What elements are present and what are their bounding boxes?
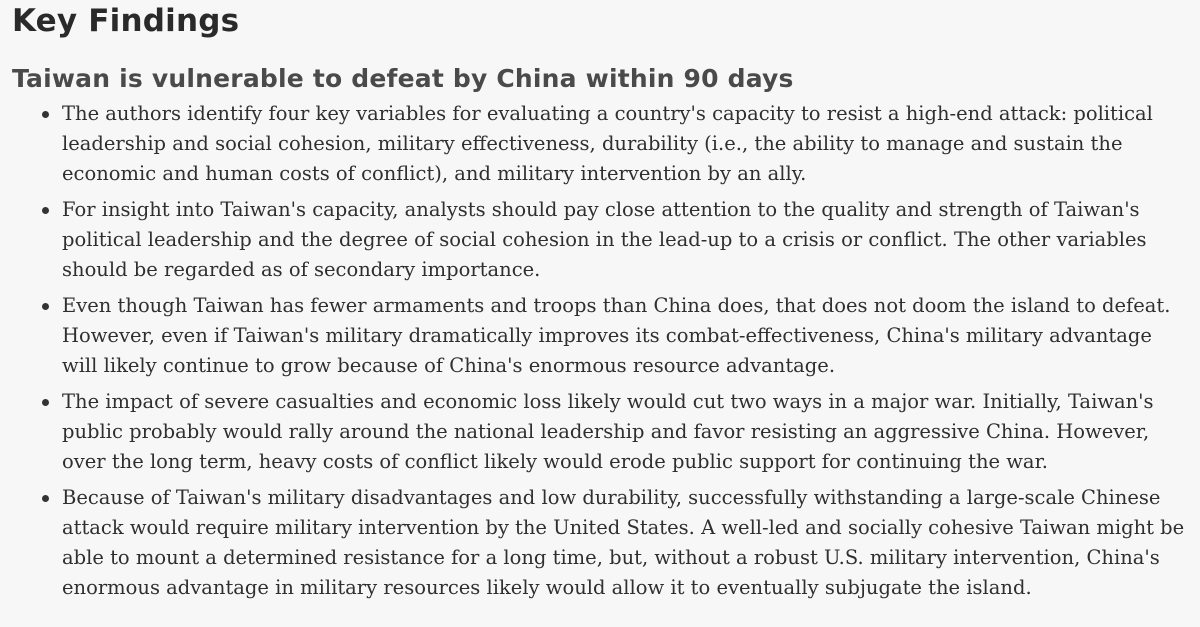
finding-text: The impact of severe casualties and economic loss likely would cut two ways in a major war. Initially, Taiwan's public probably would rally around the national leadership and favor resisting an aggressive China. However, over the long term, heavy costs of conflict likely would erode public support for continuing the war. <box>62 390 1154 473</box>
finding-text: The authors identify four key variables for evaluating a country's capacity to resist a high-end attack: political leadership and social cohesion, military effectiveness, durability (i.e., the ability to manage and sustain the economic and human costs of conflict), and military intervention by an ally. <box>62 102 1153 185</box>
finding-text: Because of Taiwan's military disadvantages and low durability, successfully withstanding a large-scale Chinese attack would require military intervention by the United States. A well-led and socially cohesive Taiwan might be able to mount a determined resistance for a long time, but, without a robust U.S. military intervention, China's enormous advantage in military resources likely would allow it to eventually subjugate the island. <box>62 486 1185 599</box>
bullet-icon <box>42 111 49 118</box>
bullet-icon <box>42 303 49 310</box>
section-subtitle: Taiwan is vulnerable to defeat by China within 90 days <box>12 64 794 93</box>
list-item <box>12 291 1192 381</box>
page-title: Key Findings <box>12 3 240 39</box>
document <box>12 0 1192 609</box>
list-item <box>12 387 1192 477</box>
list-item <box>12 99 1192 189</box>
finding-text: For insight into Taiwan's capacity, analysts should pay close attention to the quality and strength of Taiwan's political leadership and the degree of social cohesion in the lead-up to a crisis or conflict. The other variables should be regarded as of secondary importance. <box>62 198 1147 281</box>
findings-list <box>12 99 1192 603</box>
list-item <box>12 483 1192 603</box>
list-item <box>12 195 1192 285</box>
bullet-icon <box>42 495 49 502</box>
bullet-icon <box>42 207 49 214</box>
bullet-icon <box>42 399 49 406</box>
finding-text: Even though Taiwan has fewer armaments and troops than China does, that does not doom the island to defeat. However, even if Taiwan's military dramatically improves its combat-effectiveness, China's military advantage will likely continue to grow because of China's enormous resource advantage. <box>62 294 1171 377</box>
